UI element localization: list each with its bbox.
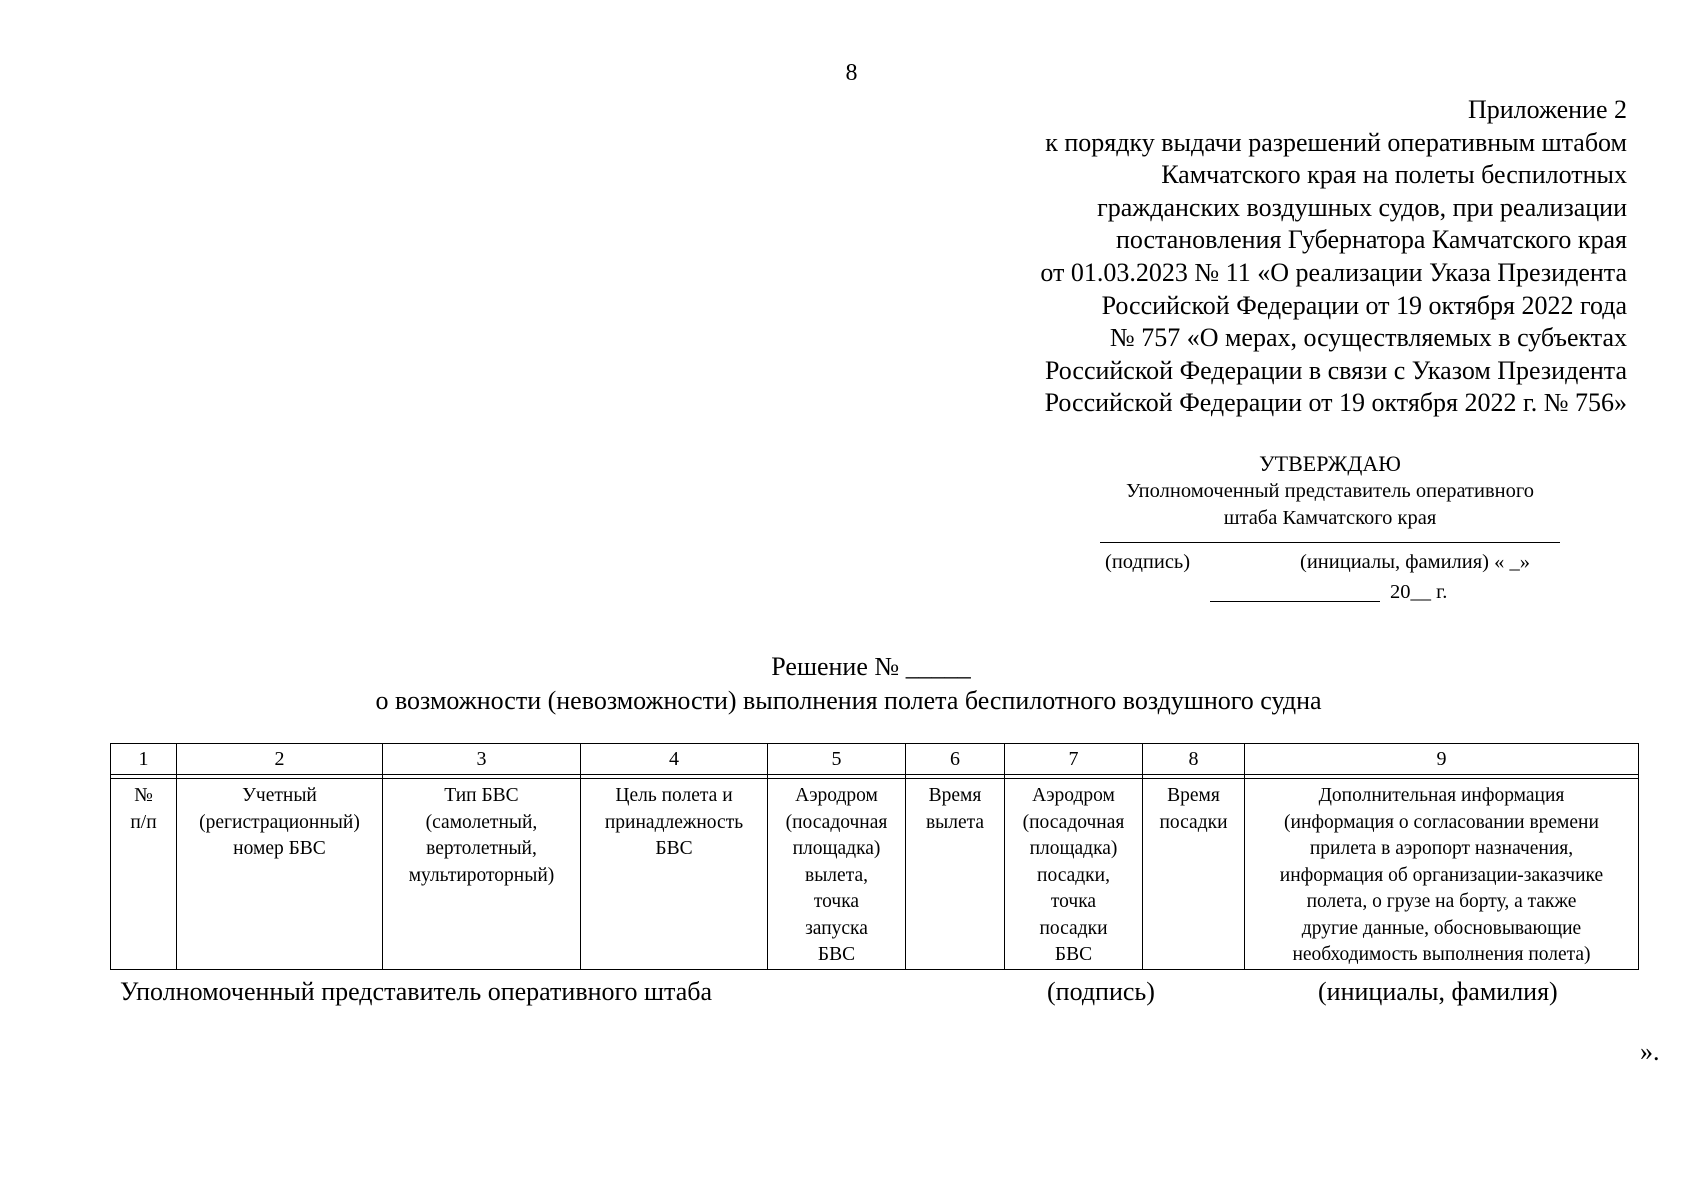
appendix-line: Российской Федерации от 19 октября 2022 года bbox=[1101, 290, 1627, 320]
signature-caption: (подпись) bbox=[1105, 551, 1191, 573]
header-cell-number: № п/п bbox=[111, 779, 177, 970]
decision-table bbox=[110, 743, 1639, 970]
appendix-line: № 757 «О мерах, осуществляемых в субъектах bbox=[1109, 323, 1627, 353]
column-number: 5 bbox=[768, 744, 906, 775]
signature-captions bbox=[1080, 549, 1580, 577]
column-header-row bbox=[111, 779, 1639, 970]
column-number: 2 bbox=[177, 744, 383, 775]
header-cell-purpose: Цель полета и принадлежность БВС bbox=[581, 779, 768, 970]
column-number-row bbox=[111, 744, 1639, 775]
appendix-line: гражданских воздушных судов, при реализации bbox=[1097, 192, 1627, 222]
appendix-line: Приложение 2 bbox=[1467, 95, 1627, 124]
decision-title: Решение № _____ bbox=[771, 652, 971, 681]
column-number: 4 bbox=[581, 744, 768, 775]
appendix-line: Российской Федерации в связи с Указом Президента bbox=[1044, 355, 1627, 385]
column-number: 6 bbox=[906, 744, 1005, 775]
appendix-line: от 01.03.2023 № 11 «О реализации Указа Президента bbox=[1040, 257, 1627, 287]
approval-date bbox=[1080, 579, 1580, 607]
header-cell-type: Тип БВС (самолетный, вертолетный, мультироторный) bbox=[383, 779, 581, 970]
signature-line bbox=[1100, 542, 1560, 543]
page-number: 8 bbox=[845, 60, 858, 86]
header-cell-registration: Учетный (регистрационный) номер БВС bbox=[177, 779, 383, 970]
approval-title: УТВЕРЖДАЮ bbox=[1259, 451, 1401, 476]
decision-heading bbox=[0, 650, 1697, 718]
appendix-line: Российской Федерации от 19 октября 2022 г. № 756» bbox=[1044, 388, 1627, 418]
column-number: 9 bbox=[1245, 744, 1639, 775]
approval-year: 20__ г. bbox=[1390, 581, 1448, 603]
footer-names-caption: (инициалы, фамилия) bbox=[1318, 977, 1558, 1006]
appendix-line: Камчатского края на полеты беспилотных bbox=[1161, 160, 1627, 190]
column-number: 3 bbox=[383, 744, 581, 775]
approval-position-line: Уполномоченный представитель оперативного bbox=[1125, 480, 1535, 502]
header-cell-additional-info: Дополнительная информация (информация о согласовании времени прилета в аэропорт назначения, информация об организации-заказчике полета, о грузе на борту, а также другие данные, обосновывающие необходимость выполнения полета) bbox=[1245, 779, 1639, 970]
names-caption: (инициалы, фамилия) « _» bbox=[1300, 551, 1530, 573]
appendix-line: постановления Губернатора Камчатского края bbox=[1115, 225, 1627, 255]
date-blank-line bbox=[1210, 601, 1380, 602]
decision-subtitle: о возможности (невозможности) выполнения полета беспилотного воздушного судна bbox=[375, 686, 1322, 715]
header-cell-landing-time: Время посадки bbox=[1143, 779, 1245, 970]
footer-signature-caption: (подпись) bbox=[1047, 977, 1155, 1006]
appendix-reference bbox=[907, 94, 1627, 420]
header-cell-departure-time: Время вылета bbox=[906, 779, 1005, 970]
appendix-line: к порядку выдачи разрешений оперативным штабом bbox=[1045, 127, 1627, 157]
column-number: 8 bbox=[1143, 744, 1245, 775]
closing-quote: ». bbox=[1640, 1037, 1660, 1066]
column-number: 1 bbox=[111, 744, 177, 775]
footer-representative: Уполномоченный представитель оперативного штаба bbox=[120, 977, 713, 1006]
approval-block bbox=[1080, 450, 1580, 607]
approval-position-line: штаба Камчатского края bbox=[1223, 507, 1437, 529]
header-cell-departure-aerodrome: Аэродром (посадочная площадка) вылета, точка запуска БВС bbox=[768, 779, 906, 970]
column-number: 7 bbox=[1005, 744, 1143, 775]
header-cell-landing-aerodrome: Аэродром (посадочная площадка) посадки, точка посадки БВС bbox=[1005, 779, 1143, 970]
